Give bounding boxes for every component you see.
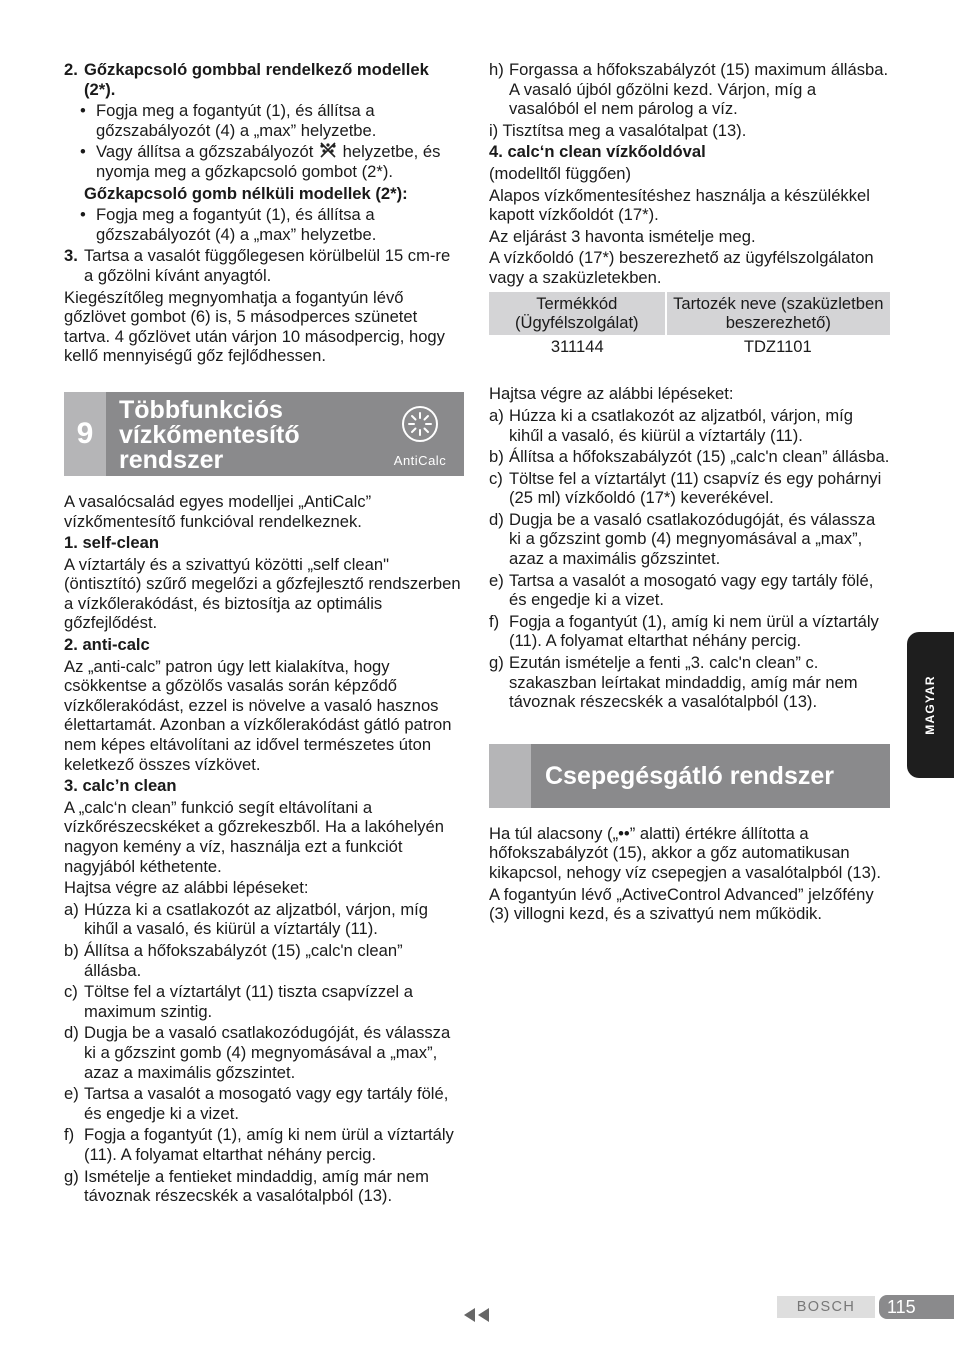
paragraph: A víztartály és a szivattyú közötti „self clean" (öntisztító) szűrő megelőzi a gőzfejlesztő rendszerben a vízkőlerakódást, és biztosítja az optimális gőzfejlődést. xyxy=(64,554,461,633)
step-list xyxy=(489,406,890,712)
section-title: Csepegésgátló rendszer xyxy=(545,761,834,790)
bullet-item: • Vagy állítsa a gőzszabályozót helyzetbe, és nyomja meg a gőzkapcsoló gombot (2*). xyxy=(80,142,441,181)
bullet-icon: • xyxy=(80,101,86,121)
anticalc-logo xyxy=(388,404,452,468)
table-header: Tartozék neve (szaküzletben beszerezhető) xyxy=(666,292,890,335)
paragraph: Hajtsa végre az alábbi lépéseket: xyxy=(489,384,734,404)
list-item: d) Dugja be a vasaló csatlakozódugóját, és válassza ki a gőzszint gomb (4) megnyomásával a „max”, azaz a maximális gőzszintet. xyxy=(489,509,876,569)
table-cell: TDZ1101 xyxy=(743,336,812,356)
section-number: 9 xyxy=(64,392,106,476)
list-item: b) Állítsa a hőfokszabályzót (15) „calc'n clean” állásba. xyxy=(64,940,403,980)
step-number: 2. xyxy=(64,60,78,79)
subheading: 3. calc’n clean xyxy=(64,776,177,796)
table-header: Termékkód (Ügyfélszolgálat) xyxy=(489,292,666,335)
step-2 xyxy=(64,60,464,99)
page-number: 115 xyxy=(879,1295,954,1319)
list-item: h) Forgassa a hőfokszabályzót (15) maximum állásba. A vasaló újból gőzölni kezd. Várjon, míg a vasalóból el nem párolog a víz. xyxy=(489,60,889,119)
subheading: 1. self-clean xyxy=(64,533,160,553)
left-column xyxy=(64,60,464,1208)
accessory-table xyxy=(489,292,890,359)
subheading: 2. anti-calc xyxy=(64,635,150,655)
logo-label: AntiCalc xyxy=(393,452,447,468)
list-item: e) Tartsa a vasalót a mosogató vagy egy tartály fölé, és engedje ki a vizet. xyxy=(64,1084,449,1123)
right-column xyxy=(489,60,890,926)
list-item: a) Húzza ki a csatlakozót az aljzatból, várjon, míg kihűl a vasaló, és kiürül a víztartály (11). xyxy=(489,405,854,445)
bullet-item: • Fogja meg a fogantyút (1), és állítsa a gőzszabályozót (4) a „max” helyzetbe. xyxy=(80,205,377,244)
paragraph: Alapos vízkőmentesítéshez használja a készülékkel kapott vízkőoldót (17*). xyxy=(489,185,870,225)
bullet-icon: • xyxy=(80,205,86,225)
anticalc-icon xyxy=(400,404,440,444)
section-10-header xyxy=(489,744,890,808)
list-item: f) Fogja a fogantyút (1), amíg ki nem ürül a víztartály (11). A folyamat eltarthat néhány percig. xyxy=(64,1125,454,1164)
no-steam-icon xyxy=(318,142,338,158)
section-9-header xyxy=(64,392,464,476)
paragraph: Az „anti-calc” patron úgy lett kialakítva, hogy csökkentse a gőzölős vasalás során képződő vízkőlerakódást, ezzel is növelve a vasaló hasznos élettartamát. Azonban a vízkőlerakódást gátló patron nem képes eltávolítani az idővel természetes úton keletkező összes vízkövet. xyxy=(64,656,452,774)
paragraph: A fogantyún lévő „ActiveControl Advanced” jelzőfény (3) villogni kezd, és a szivattyú nem működik. xyxy=(489,884,874,924)
paragraph: A vasalócsalád egyes modelljei „AntiCalc” vízkőmentesítő funkcióval rendelkeznek. xyxy=(64,491,372,531)
list-item: c) Töltse fel a víztartályt (11) csapvíz és egy pohárnyi (25 ml) vízkőoldó (17*) keverékével. xyxy=(489,468,882,508)
sub-heading: Gőzkapcsoló gomb nélküli modellek (2*): xyxy=(84,183,408,203)
section-number-box xyxy=(489,744,531,808)
paragraph: Kiegészítőleg megnyomhatja a fogantyún lévő gőzlövet gombot (6) is, 5 másodperces szünetet tartva. 4 gőzlövet után várjon 10 másodpercig, hogy kellő mennyiségű gőz fejlődhessen. xyxy=(64,287,445,366)
list-item: b) Állítsa a hőfokszabályzót (15) „calc'n clean” állásba. xyxy=(489,447,890,467)
step-list xyxy=(64,900,464,1206)
list-item: g) Ezután ismételje a fenti „3. calc'n clean” c. szakaszban leírtakat mindaddig, amíg már nem távoznak részecskék a vasalótalpból (13). xyxy=(489,653,858,712)
table-row xyxy=(489,335,890,359)
list-item: e) Tartsa a vasalót a mosogató vagy egy tartály fölé, és engedje ki a vizet. xyxy=(489,570,874,610)
list-item: f) Fogja a fogantyút (1), amíg ki nem ürül a víztartály (11). A folyamat eltarthat néhány percig. xyxy=(489,611,879,651)
step-number: 3. xyxy=(64,246,78,266)
list-item: a) Húzza ki a csatlakozót az aljzatból, várjon, míg kihűl a vasaló, és kiürül a víztartály (11). xyxy=(64,899,429,939)
bullet-item: • Fogja meg a fogantyút (1), és állítsa a gőzszabályozót (4) a „max” helyzetbe. xyxy=(80,101,377,140)
paragraph: Hajtsa végre az alábbi lépéseket: xyxy=(64,878,309,898)
paragraph: A „calc‘n clean” funkció segít eltávolítani a vízkőrészecskéket a gőzrekeszből. Ha a lakóhelyén nagyon kemény a víz, használja ezt a funkciót nagyjából kéthetente. xyxy=(64,797,445,876)
paragraph: i) Tisztítsa meg a vasalótalpat (13). xyxy=(489,120,747,140)
previous-page-icon[interactable] xyxy=(463,1307,491,1323)
section-title: Többfunkciós vízkőmentesítő rendszer xyxy=(119,395,300,474)
table-header-row xyxy=(489,292,890,335)
step-2-title: Gőzkapcsoló gombbal rendelkező modellek (2*). xyxy=(84,60,429,99)
paragraph: (modelltől függően) xyxy=(489,163,632,183)
paragraph: A vízkőoldó (17*) beszerezhető az ügyfélszolgálaton vagy a szaküzletekben. xyxy=(489,248,874,287)
subheading: 4. calc‘n clean vízkőoldóval xyxy=(489,142,706,162)
list-item: g) Ismételje a fentieket mindaddig, amíg már nem távoznak részecskék a vasalótalpból (13). xyxy=(64,1166,429,1206)
paragraph: Ha túl alacsony („••” alatti) értékre állította a hőfokszabályzót (15), akkor a gőz automatikusan kikapcsol, nehogy víz csepegjen a vasalótalpból (13). xyxy=(489,823,882,882)
language-tab xyxy=(907,632,954,778)
brand-label: BOSCH xyxy=(777,1296,875,1318)
list-item: c) Töltse fel a víztartályt (11) tiszta csapvízzel a maximum szintig. xyxy=(64,982,413,1021)
list-item: d) Dugja be a vasaló csatlakozódugóját, és válassza ki a gőzszint gomb (4) megnyomásával a „max”, azaz a maximális gőzszintet. xyxy=(64,1023,451,1082)
step-3: 3. Tartsa a vasalót függőlegesen körülbelül 15 cm-re a gőzölni kívánt anyagtól. xyxy=(64,246,451,285)
language-label: MAGYAR xyxy=(922,675,937,735)
bullet-icon: • xyxy=(80,142,86,162)
paragraph: Az eljárást 3 havonta ismételje meg. xyxy=(489,226,756,246)
table-cell: 311144 xyxy=(550,336,604,356)
